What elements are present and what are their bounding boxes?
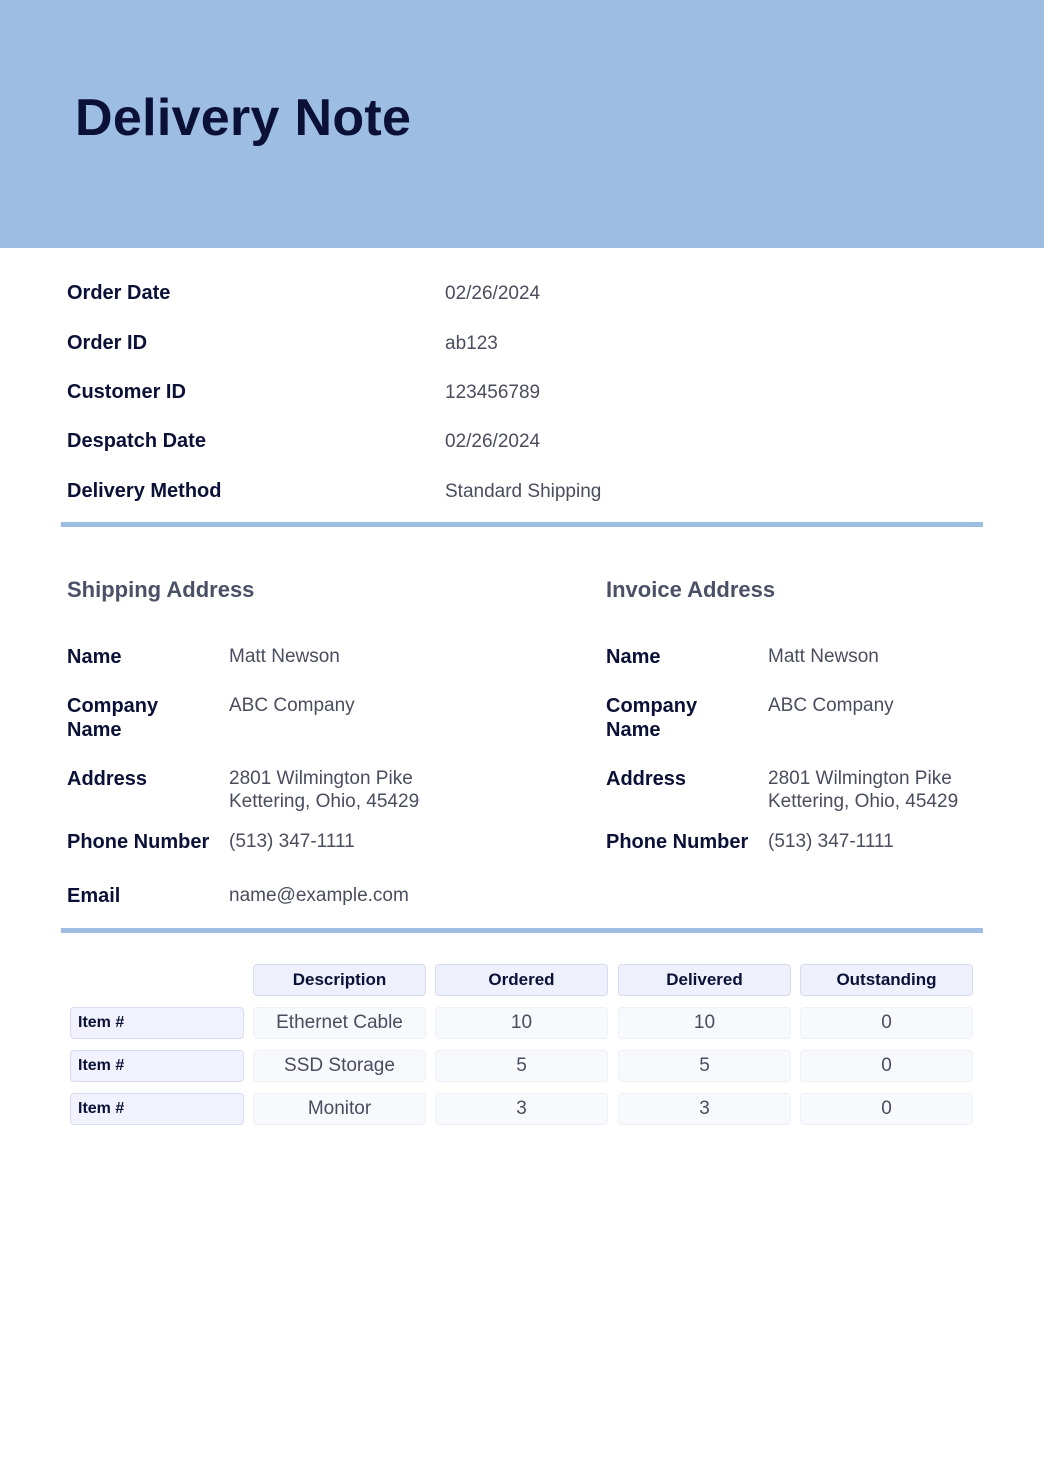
document-title: Delivery Note <box>75 89 412 147</box>
invoice-address-heading: Invoice Address <box>606 577 776 602</box>
row-delivered: 5 <box>618 1050 791 1082</box>
order-id-label: Order ID <box>67 332 148 354</box>
shipping-email-value: name@example.com <box>229 885 409 906</box>
delivery-method-label: Delivery Method <box>67 480 222 502</box>
invoice-name-value: Matt Newson <box>768 646 879 667</box>
row-delivered: 3 <box>618 1093 791 1125</box>
order-date-row <box>67 282 987 312</box>
customer-id-label: Customer ID <box>67 381 186 403</box>
order-date-value: 02/26/2024 <box>445 283 541 304</box>
row-ordered: 3 <box>435 1093 608 1125</box>
order-date-label: Order Date <box>67 282 171 304</box>
invoice-phone-label: Phone Number <box>606 831 749 853</box>
despatch-date-label: Despatch Date <box>67 430 206 452</box>
invoice-address-label: Address <box>606 768 687 790</box>
header-banner <box>0 0 1044 248</box>
shipping-company-label: Company Name <box>67 695 159 741</box>
invoice-address-value: 2801 Wilmington Pike Kettering, Ohio, 45429 <box>768 768 959 812</box>
order-id-value: ab123 <box>445 333 498 354</box>
row-outstanding: 0 <box>800 1093 973 1125</box>
row-ordered: 5 <box>435 1050 608 1082</box>
section-divider <box>61 928 983 933</box>
shipping-company-value: ABC Company <box>229 695 355 716</box>
header-outstanding: Outstanding <box>800 964 973 996</box>
row-outstanding: 0 <box>800 1007 973 1039</box>
header-delivered: Delivered <box>618 964 791 996</box>
invoice-name-label: Name <box>606 646 661 668</box>
customer-id-value: 123456789 <box>445 382 541 403</box>
header-ordered: Ordered <box>435 964 608 996</box>
row-item-label: Item # <box>70 1007 244 1039</box>
despatch-date-row <box>67 430 987 460</box>
row-description: Ethernet Cable <box>253 1007 426 1039</box>
shipping-name-label: Name <box>67 646 122 668</box>
header-description: Description <box>253 964 426 996</box>
customer-id-row <box>67 381 987 411</box>
shipping-address-value: 2801 Wilmington Pike Kettering, Ohio, 45429 <box>229 768 420 812</box>
row-description: SSD Storage <box>253 1050 426 1082</box>
order-id-row <box>67 332 987 362</box>
row-outstanding: 0 <box>800 1050 973 1082</box>
despatch-date-value: 02/26/2024 <box>445 431 541 452</box>
invoice-company-value: ABC Company <box>768 695 894 716</box>
delivery-method-value: Standard Shipping <box>445 481 602 502</box>
row-item-label: Item # <box>70 1050 244 1082</box>
shipping-name-value: Matt Newson <box>229 646 340 667</box>
row-item-label: Item # <box>70 1093 244 1125</box>
invoice-company-label: Company Name <box>606 695 698 741</box>
shipping-phone-value: (513) 347-1111 <box>229 831 355 852</box>
row-description: Monitor <box>253 1093 426 1125</box>
row-delivered: 10 <box>618 1007 791 1039</box>
shipping-email-label: Email <box>67 885 121 907</box>
shipping-address-label: Address <box>67 768 148 790</box>
section-divider <box>61 522 983 527</box>
delivery-method-row <box>67 480 987 510</box>
row-ordered: 10 <box>435 1007 608 1039</box>
shipping-phone-label: Phone Number <box>67 831 210 853</box>
shipping-address-heading: Shipping Address <box>67 577 255 602</box>
invoice-phone-value: (513) 347-1111 <box>768 831 894 852</box>
